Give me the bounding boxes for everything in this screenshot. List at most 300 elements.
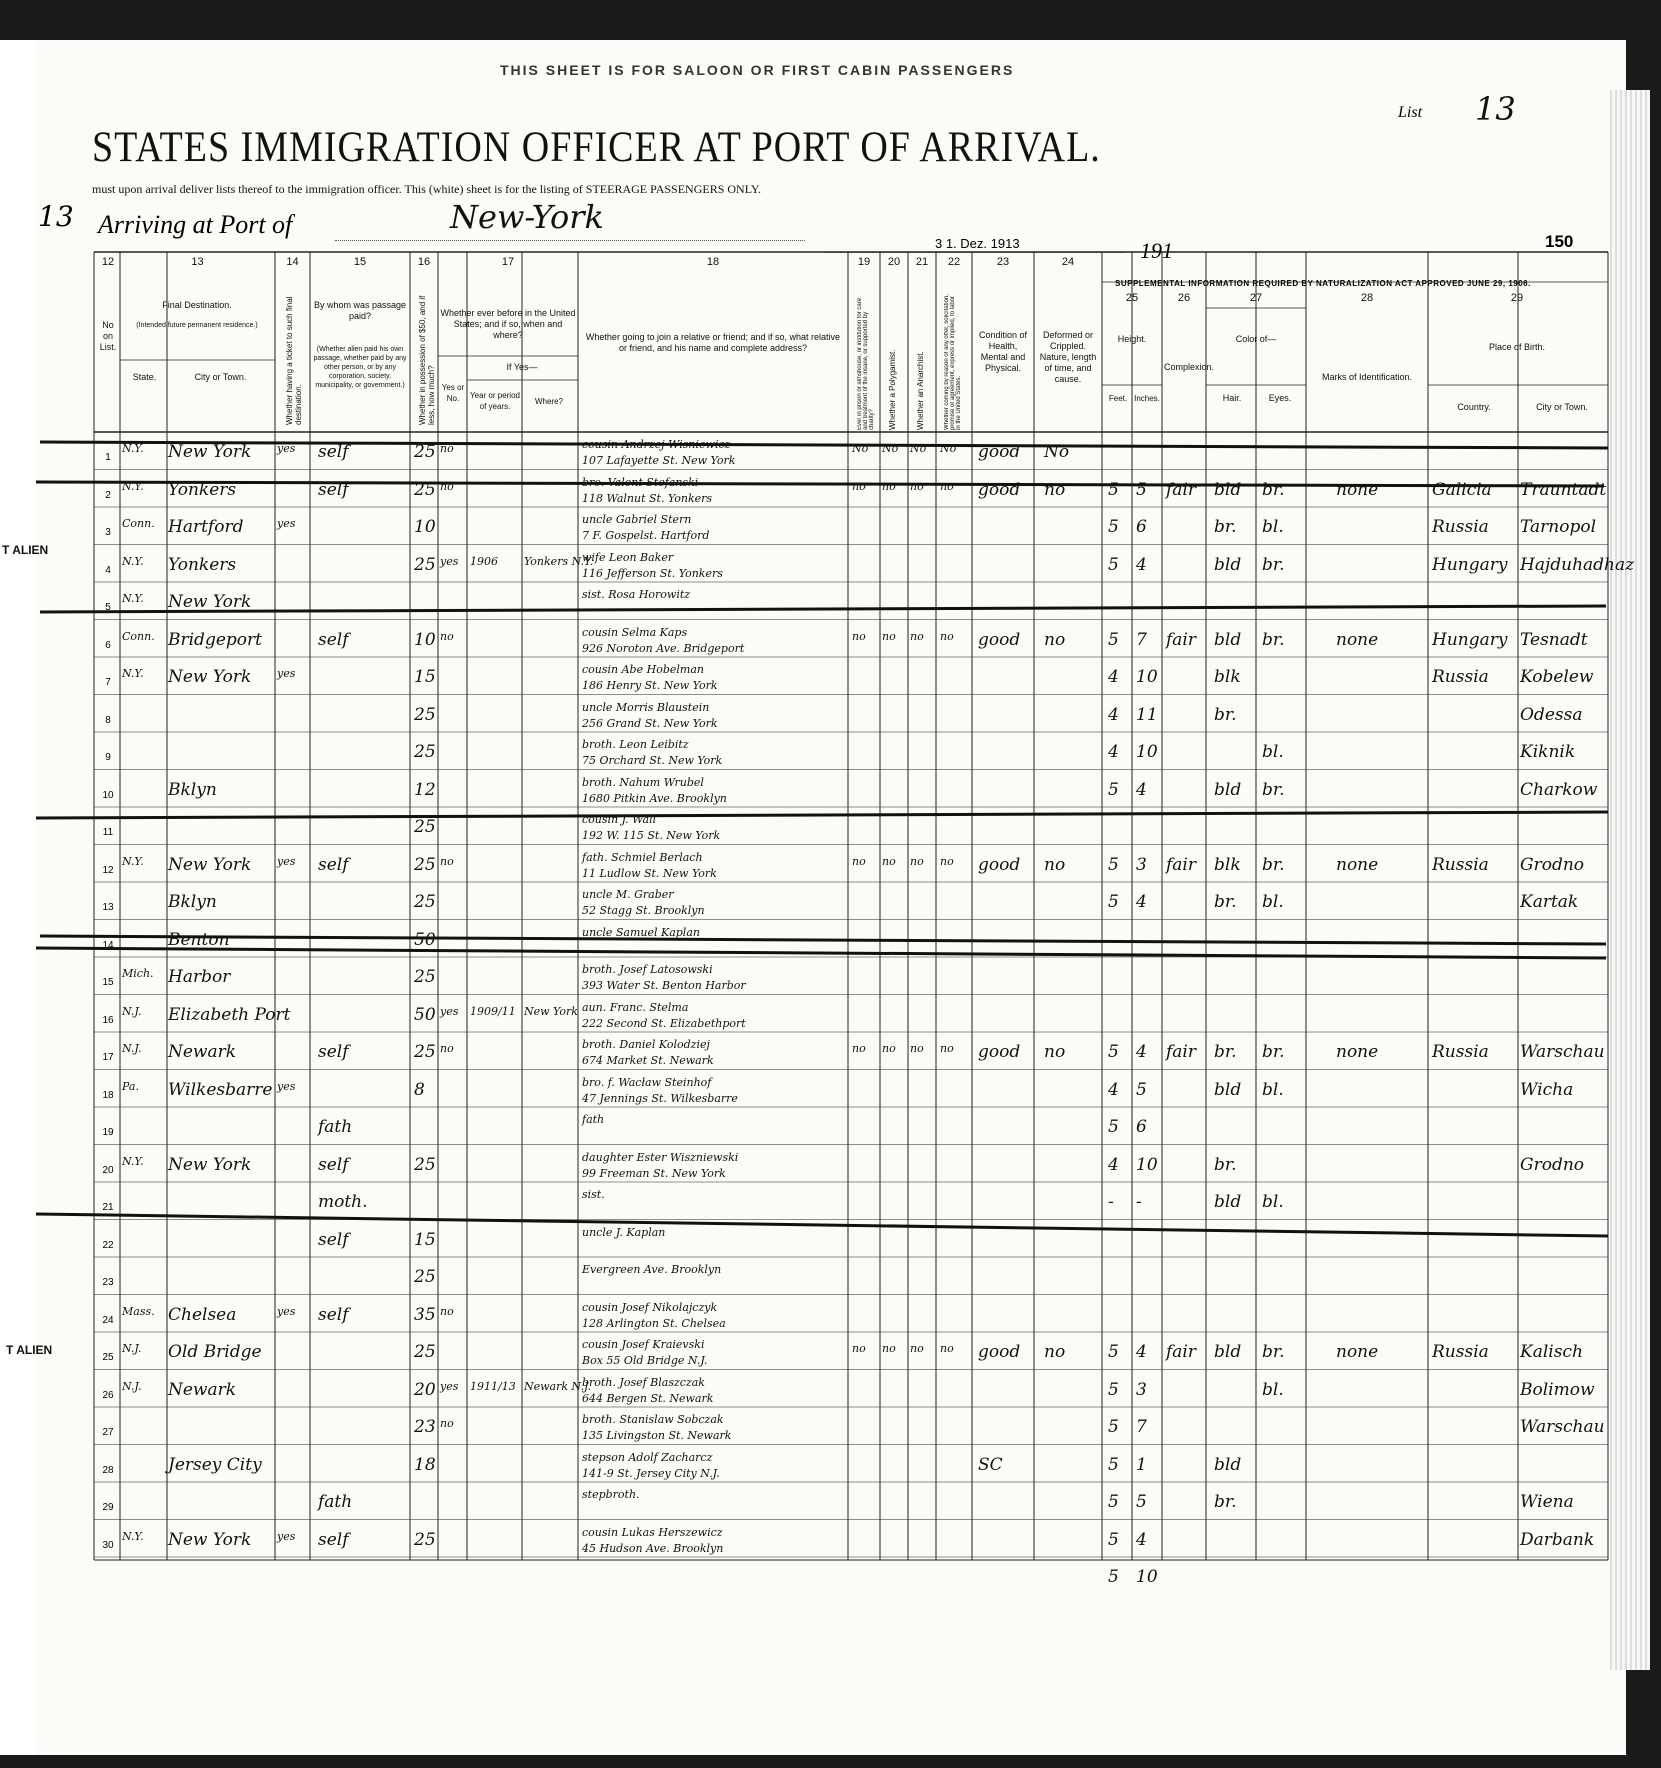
cell-money: 25 — [414, 892, 436, 912]
list-number: 13 — [1475, 90, 1516, 128]
cell-addr: 141-9 St. Jersey City N.J. — [582, 1466, 720, 1480]
cell-rel: uncle Morris Blaustein — [582, 700, 710, 714]
cell-ft: 5 — [1108, 479, 1119, 500]
cell-state: N.Y. — [122, 479, 144, 493]
cell-money: 25 — [414, 554, 436, 575]
cell-in: 4 — [1136, 554, 1147, 575]
cell-hair: br. — [1214, 892, 1237, 912]
cell-in: 10 — [1136, 1567, 1158, 1587]
cell-city: Benton — [168, 929, 230, 950]
cell-bcity: Hajduhadhaz — [1520, 554, 1635, 575]
hdr-final-destination: Final Destination. — [162, 300, 232, 310]
cell-con: no — [940, 629, 954, 643]
cell-paid: self — [318, 1304, 349, 1325]
page-mark: 13 — [38, 200, 74, 233]
alien-mark-1: T ALIEN — [2, 543, 49, 557]
hdr-no-on-list: No on List. — [99, 320, 117, 352]
cell-hea: good — [978, 629, 1021, 650]
cell-bef: no — [440, 629, 454, 643]
cell-ana: no — [910, 1342, 924, 1355]
cell-ft: 5 — [1108, 554, 1119, 575]
cell-def: no — [1044, 1342, 1066, 1362]
cell-addr: 47 Jennings St. Wilkesbarre — [582, 1091, 738, 1105]
cell-rel: stepson Adolf Zacharcz — [582, 1450, 713, 1464]
cell-def: no — [1044, 1042, 1066, 1062]
cell-hair: br. — [1214, 704, 1237, 725]
cell-pri: no — [852, 1342, 866, 1355]
row-number: 11 — [102, 827, 114, 838]
cell-rel: cousin Lukas Herszewicz — [582, 1525, 723, 1539]
row-number: 18 — [102, 1089, 114, 1101]
cell-con: no — [940, 1042, 954, 1055]
cell-rel: sist. — [582, 1188, 605, 1201]
cell-ana: no — [910, 479, 924, 493]
cell-where: New York — [524, 1004, 578, 1018]
cell-cmp: fair — [1166, 1042, 1196, 1062]
cell-yrs: 1909/11 — [470, 1004, 516, 1018]
cell-ft: 5 — [1108, 1379, 1119, 1400]
row-number: 5 — [105, 602, 111, 613]
hdr-feet: Feet. — [1108, 394, 1128, 403]
cell-addr: Box 55 Old Bridge N.J. — [582, 1354, 708, 1367]
hdr-polygamist: Whether a Polygamist. — [888, 349, 897, 430]
colno-28: 28 — [1360, 292, 1374, 304]
cell-paid: fath — [318, 1492, 353, 1512]
cell-state: Conn. — [122, 517, 155, 530]
cell-in: 4 — [1136, 1342, 1147, 1362]
cell-in: 10 — [1136, 1154, 1158, 1175]
cell-paid: self — [318, 854, 349, 875]
cell-rel: cousin Josef Kraievski — [582, 1338, 705, 1351]
row-number: 14 — [102, 939, 114, 951]
cell-rel: Evergreen Ave. Brooklyn — [582, 1263, 722, 1276]
cell-eyes: bl. — [1262, 517, 1284, 537]
cell-in: 7 — [1136, 629, 1147, 650]
cell-money: 50 — [414, 1004, 436, 1025]
cell-state: N.Y. — [122, 1154, 144, 1168]
cell-bcity: Darbank — [1520, 1529, 1595, 1550]
cell-ticket: yes — [277, 517, 296, 530]
cell-cmp: fair — [1166, 1342, 1196, 1362]
cell-cty: Russia — [1432, 667, 1489, 687]
hdr-color-of: Color of— — [1235, 334, 1277, 344]
cell-mrk: none — [1336, 479, 1379, 500]
cell-bcity: Kalisch — [1520, 1342, 1583, 1362]
cell-city: New York — [168, 1154, 252, 1175]
cell-def: no — [1044, 854, 1066, 875]
cell-money: 25 — [414, 1154, 436, 1175]
cell-money: 23 — [414, 1417, 436, 1437]
cell-money: 25 — [414, 479, 436, 500]
hdr-where: Where? — [534, 397, 563, 406]
cell-ticket: yes — [277, 1079, 296, 1093]
cell-rel: fath — [582, 1113, 605, 1126]
cell-addr: 11 Ludlow St. New York — [582, 866, 717, 880]
cell-where: Yonkers N.Y. — [524, 554, 594, 568]
cell-rel: broth. Josef Blaszczak — [582, 1375, 705, 1389]
row-number: 27 — [102, 1427, 114, 1438]
cell-pol: no — [882, 629, 896, 643]
sheet-note: THIS SHEET IS FOR SALOON OR FIRST CABIN PASSENGERS — [500, 62, 1015, 78]
cell-addr: 192 W. 115 St. New York — [582, 829, 721, 842]
cell-hair: bld — [1214, 554, 1242, 575]
row-number: 7 — [105, 677, 111, 688]
cell-bcity: Bolimow — [1520, 1379, 1595, 1400]
colno-12: 12 — [101, 256, 115, 268]
cell-con: No — [940, 442, 957, 455]
hdr-before-us: Whether ever before in the United States; and if so, when and where? — [440, 308, 576, 340]
cell-addr: 186 Henry St. New York — [582, 679, 718, 692]
cell-hair: bld — [1214, 479, 1242, 500]
cell-bcity: Kartak — [1520, 892, 1579, 912]
cell-bef: no — [440, 854, 454, 868]
cell-bef: no — [440, 442, 454, 455]
row-number: 26 — [102, 1389, 114, 1401]
hdr-state: State. — [132, 372, 157, 382]
hdr-birth-city: City or Town. — [1536, 402, 1588, 412]
cell-bcity: Wicha — [1520, 1079, 1574, 1100]
cell-ft: 5 — [1108, 779, 1119, 800]
cell-city: New York — [168, 667, 252, 687]
cell-paid: self — [318, 1154, 349, 1175]
hdr-inches: Inches. — [1134, 394, 1160, 403]
cell-cty: Russia — [1432, 854, 1489, 875]
cell-bcity: Grodno — [1520, 854, 1585, 875]
cell-state: N.Y. — [122, 554, 144, 568]
cell-hair: blk — [1214, 667, 1241, 687]
cell-cmp: fair — [1166, 629, 1196, 650]
colno-22: 22 — [947, 256, 961, 268]
cell-cty: Galicia — [1432, 479, 1492, 500]
cell-city: Elizabeth Port — [168, 1004, 291, 1025]
cell-ticket: yes — [277, 854, 296, 868]
cell-ft: 4 — [1108, 704, 1119, 725]
cell-addr: 52 Stagg St. Brooklyn — [582, 904, 705, 917]
cell-city: New York — [168, 442, 252, 462]
hdr-complexion: Complexion. — [1164, 362, 1215, 372]
cell-city: Chelsea — [168, 1304, 237, 1325]
cell-rel: broth. Josef Latosowski — [582, 963, 713, 976]
colno-14: 14 — [286, 256, 299, 268]
colno-20: 20 — [887, 256, 901, 268]
cell-ft: 5 — [1108, 517, 1119, 537]
cell-rel: cousin Andrzej Wisniewicz — [582, 438, 731, 451]
cell-state: N.Y. — [122, 667, 144, 680]
cell-cty: Hungary — [1432, 629, 1508, 650]
cell-money: 15 — [414, 1229, 436, 1250]
cell-eyes: bl. — [1262, 1079, 1284, 1100]
cell-yrs: 1911/13 — [470, 1379, 516, 1393]
page-subtitle: must upon arrival deliver lists thereof to the immigration officer. This (white) sheet is for the listing of STEERAGE PASSENGERS ONLY. — [92, 182, 761, 196]
cell-addr: 1680 Pitkin Ave. Brooklyn — [582, 791, 727, 805]
cell-bef: no — [440, 1304, 454, 1318]
row-number: 17 — [102, 1052, 114, 1063]
cell-ticket: yes — [277, 1529, 296, 1543]
cell-pol: no — [882, 479, 896, 493]
cell-state: N.J. — [122, 1042, 142, 1055]
cell-city: Bklyn — [168, 779, 217, 800]
list-label: List — [1398, 104, 1423, 121]
cell-mrk: none — [1336, 629, 1379, 650]
cell-ft: 4 — [1108, 1079, 1119, 1100]
row-number: 19 — [102, 1127, 114, 1138]
cell-ft: 5 — [1108, 1454, 1119, 1475]
cell-state: N.Y. — [122, 592, 144, 605]
cell-eyes: bl. — [1262, 742, 1284, 762]
cell-paid: self — [318, 1529, 349, 1550]
cell-state: N.Y. — [122, 1529, 144, 1543]
cell-state: Pa. — [122, 1079, 139, 1093]
hdr-if-yes: If Yes— — [506, 362, 538, 372]
hdr-contract: Whether coming by reason of any offer, solicitation, promise or agreement, express or implied, to labor in the United States. — [944, 294, 962, 430]
colno-26: 26 — [1177, 292, 1191, 304]
supplemental-note: SUPPLEMENTAL INFORMATION REQUIRED BY NATURALIZATION ACT APPROVED JUNE 29, 1906. — [1115, 279, 1531, 288]
cell-money: 25 — [414, 742, 436, 762]
cell-money: 25 — [414, 1342, 436, 1362]
cell-city: Hartford — [168, 517, 244, 537]
cell-addr: 393 Water St. Benton Harbor — [582, 979, 746, 992]
cell-paid: self — [318, 442, 349, 462]
cell-ticket: yes — [277, 442, 296, 455]
hdr-anarchist: Whether an Anarchist. — [916, 351, 925, 430]
row-number: 13 — [102, 902, 114, 913]
row-number: 1 — [105, 452, 111, 463]
cell-eyes: br. — [1262, 629, 1285, 650]
colno-23: 23 — [996, 256, 1010, 268]
hdr-hair: Hair. — [1222, 393, 1242, 403]
cell-money: 8 — [414, 1079, 425, 1100]
cell-hea: good — [978, 1042, 1021, 1062]
cell-addr: 926 Noroton Ave. Bridgeport — [582, 641, 745, 655]
colno-17: 17 — [501, 256, 515, 268]
colno-21: 21 — [915, 256, 929, 268]
cell-money: 25 — [414, 817, 436, 837]
row-number: 8 — [105, 714, 111, 726]
cell-in: 3 — [1136, 854, 1147, 875]
cell-money: 10 — [414, 517, 436, 537]
row-number: 30 — [102, 1539, 114, 1551]
cell-in: 6 — [1136, 1117, 1147, 1137]
cell-eyes: bl. — [1262, 892, 1284, 912]
colno-27: 27 — [1249, 292, 1263, 304]
cell-ticket: yes — [277, 667, 296, 680]
cell-bcity: Tesnadt — [1520, 629, 1588, 650]
cell-eyes: bl. — [1262, 1379, 1284, 1400]
cell-in: 7 — [1136, 1417, 1147, 1437]
cell-rel: uncle J. Kaplan — [582, 1225, 666, 1239]
hdr-birth: Place of Birth. — [1488, 342, 1546, 352]
cell-bcity: Warschau — [1520, 1042, 1605, 1062]
cell-pol: no — [882, 1042, 896, 1055]
hdr-final-destination-note: (Intended future permanent residence.) — [136, 322, 258, 329]
cell-money: 25 — [414, 967, 436, 987]
hdr-prison: Ever in prison or almshouse, or institution for care and treatment of the insane, or supported by charity? — [857, 297, 875, 430]
hdr-yes-no: Yes or No. — [441, 383, 465, 403]
cell-addr: 256 Grand St. New York — [582, 716, 718, 730]
cell-hea: good — [978, 479, 1021, 500]
cell-money: 10 — [414, 629, 436, 650]
cell-money: 25 — [414, 1042, 436, 1062]
cell-bcity: Tarnopol — [1520, 517, 1597, 537]
cell-rel: sist. Rosa Horowitz — [582, 588, 691, 601]
cell-paid: self — [318, 1229, 349, 1250]
cell-city: Old Bridge — [168, 1342, 262, 1362]
cell-rel: broth. Nahum Wrubel — [582, 775, 704, 789]
cell-addr: 116 Jefferson St. Yonkers — [582, 566, 723, 580]
cell-eyes: br. — [1262, 554, 1285, 575]
cell-city: Newark — [168, 1379, 237, 1400]
cell-mrk: none — [1336, 1042, 1379, 1062]
hdr-health: Condition of Health, Mental and Physical. — [978, 330, 1028, 373]
cell-pri: no — [852, 854, 866, 868]
cell-con: no — [940, 479, 954, 493]
cell-addr: 7 F. Gospelst. Hartford — [582, 529, 710, 542]
cell-money: 25 — [414, 854, 436, 875]
cell-hair: br. — [1214, 1042, 1237, 1062]
cell-in: 4 — [1136, 1042, 1147, 1062]
cell-in: 4 — [1136, 1529, 1147, 1550]
cell-in: 10 — [1136, 667, 1158, 687]
colno-25: 25 — [1125, 292, 1139, 304]
cell-hair: br. — [1214, 517, 1237, 537]
cell-pol: no — [882, 854, 896, 868]
arriving-label: Arriving at Port of — [98, 210, 293, 239]
hdr-joining: Whether going to join a relative or friend; and if so, what relative or friend, and his name and complete address? — [585, 332, 841, 353]
cell-paid: moth. — [318, 1192, 368, 1212]
cell-ft: 5 — [1108, 854, 1119, 875]
cell-in: 3 — [1136, 1379, 1147, 1400]
cell-rel: cousin J. Wall — [582, 813, 657, 826]
cell-cty: Hungary — [1432, 554, 1508, 575]
cell-paid: self — [318, 479, 349, 500]
colno-15: 15 — [353, 256, 367, 268]
cell-city: Newark — [168, 1042, 237, 1062]
cell-money: 35 — [414, 1304, 436, 1325]
cell-ft: 5 — [1108, 1117, 1119, 1137]
cell-eyes: br. — [1262, 1342, 1285, 1362]
cell-addr: 118 Walnut St. Yonkers — [582, 491, 713, 505]
date-stamp: 3 1. Dez. 1913 — [935, 236, 1020, 251]
cell-rel: cousin Josef Nikolajczyk — [582, 1300, 718, 1314]
cell-rel: wife Leon Baker — [582, 550, 674, 564]
row-number: 21 — [102, 1202, 114, 1213]
row-number: 15 — [102, 977, 114, 988]
row-number: 25 — [102, 1352, 114, 1363]
cell-hea: good — [978, 1342, 1021, 1362]
cell-rel: daughter Ester Wiszniewski — [582, 1150, 739, 1164]
row-number: 28 — [102, 1464, 114, 1476]
cell-in: 5 — [1136, 1492, 1147, 1512]
cell-ft: 5 — [1108, 1529, 1119, 1550]
cell-paid: self — [318, 629, 349, 650]
cell-addr: 99 Freeman St. New York — [582, 1166, 726, 1180]
cell-cty: Russia — [1432, 1342, 1489, 1362]
colno-19: 19 — [857, 256, 871, 268]
page-title: STATES IMMIGRATION OFFICER AT PORT OF ARRIVAL. — [92, 123, 1101, 172]
port-value: New-York — [450, 198, 604, 236]
cell-state: N.J. — [122, 1342, 142, 1355]
cell-money: 18 — [414, 1454, 436, 1475]
cell-eyes: br. — [1262, 1042, 1285, 1062]
cell-money: 25 — [414, 442, 436, 462]
cell-bcity: Grodno — [1520, 1154, 1585, 1175]
cell-addr: 107 Lafayette St. New York — [582, 454, 736, 467]
cell-state: Conn. — [122, 629, 155, 643]
cell-con: no — [940, 1342, 954, 1355]
cell-hea: good — [978, 442, 1021, 462]
cell-money: 12 — [414, 779, 436, 800]
cell-rel: broth. Stanislaw Sobczak — [582, 1413, 724, 1426]
colno-13: 13 — [191, 256, 204, 268]
cell-rel: cousin Selma Kaps — [582, 625, 688, 639]
cell-ft: 5 — [1108, 1492, 1119, 1512]
cell-eyes: bl. — [1262, 1192, 1284, 1212]
row-number: 29 — [102, 1502, 114, 1513]
cell-hair: br. — [1214, 1492, 1237, 1512]
hdr-eyes: Eyes. — [1268, 393, 1292, 403]
row-number: 22 — [102, 1239, 114, 1251]
cell-addr: 222 Second St. Elizabethport — [582, 1016, 746, 1030]
cell-city: Jersey City — [168, 1454, 262, 1475]
cell-in: 5 — [1136, 479, 1147, 500]
cell-ft: 4 — [1108, 742, 1119, 762]
cell-bef: yes — [440, 1004, 459, 1018]
row-number: 16 — [102, 1014, 114, 1026]
cell-in: 6 — [1136, 517, 1147, 537]
cell-rel: uncle M. Graber — [582, 888, 674, 901]
cell-ft: 5 — [1108, 1042, 1119, 1062]
cell-city: Bridgeport — [168, 629, 262, 650]
cell-city: Bklyn — [168, 892, 217, 912]
cell-ana: No — [910, 442, 927, 455]
cell-money: 50 — [414, 929, 436, 950]
cell-rel: bro. f. Wacław Steinhof — [582, 1075, 712, 1089]
cell-bef: no — [440, 1042, 454, 1055]
cell-where: Newark N.J. — [524, 1379, 591, 1393]
cell-con: no — [940, 854, 954, 868]
cell-hair: br. — [1214, 1154, 1237, 1175]
cell-money: 20 — [414, 1379, 436, 1400]
cell-money: 25 — [414, 1529, 436, 1550]
cell-addr: 644 Bergen St. Newark — [582, 1391, 714, 1405]
cell-in: 5 — [1136, 1079, 1147, 1100]
row-number: 6 — [105, 639, 111, 651]
cell-hea: SC — [978, 1454, 1003, 1475]
cell-money: 15 — [414, 667, 436, 687]
cell-pol: No — [882, 442, 899, 455]
cell-pri: no — [852, 629, 866, 643]
cell-ticket: yes — [277, 1304, 296, 1318]
cell-ft: 4 — [1108, 667, 1119, 687]
form-code: 150 — [1545, 232, 1574, 251]
colno-16: 16 — [417, 256, 431, 268]
cell-rel: cousin Abe Hobelman — [582, 663, 704, 676]
cell-addr: 128 Arlington St. Chelsea — [582, 1316, 726, 1330]
cell-bcity: Trauntadt — [1520, 479, 1607, 500]
cell-rel: broth. Daniel Kolodziej — [582, 1038, 710, 1051]
cell-ft: 5 — [1108, 1417, 1119, 1437]
cell-state: N.Y. — [122, 854, 144, 868]
row-number: 4 — [105, 564, 111, 576]
cell-city: New York — [168, 854, 252, 875]
cell-pri: no — [852, 1042, 866, 1055]
cell-ft: 4 — [1108, 1154, 1119, 1175]
cell-def: No — [1044, 442, 1070, 462]
cell-rel: aun. Franc. Stelma — [582, 1000, 689, 1014]
cell-city: New York — [168, 592, 252, 612]
hdr-ticket: Whether having a ticket to such final destination. — [285, 296, 303, 425]
cell-ft: - — [1108, 1192, 1114, 1212]
